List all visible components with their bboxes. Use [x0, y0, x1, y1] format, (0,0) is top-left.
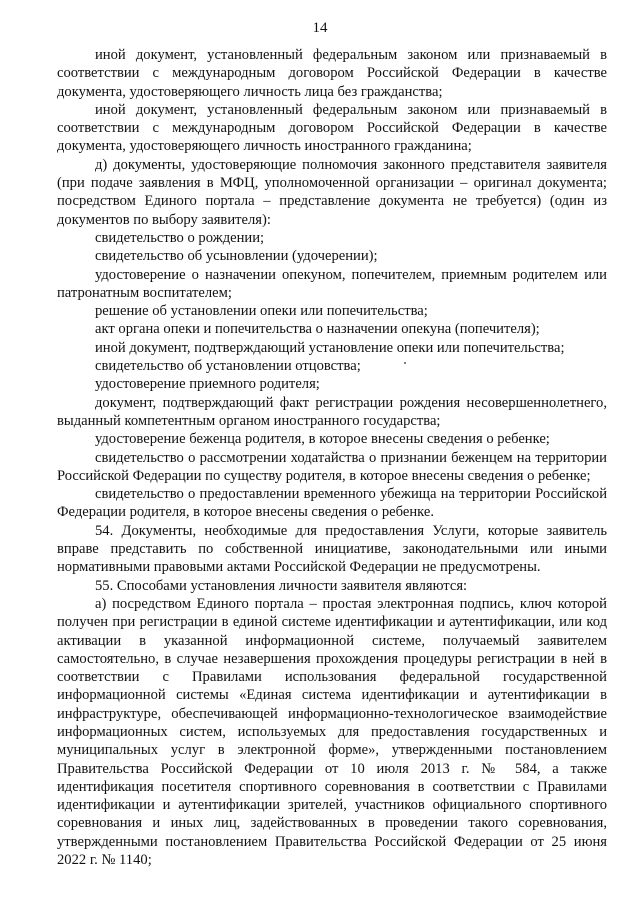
- paragraph-54: 54. Документы, необходимые для предоставления Услуги, которые заявитель вправе представить по собственной инициативе, законодательными или иными нормативными правовыми актами Российской Федерации не предусмотрены.: [57, 522, 607, 576]
- paragraph-foreign-citizen-doc: иной документ, установленный федеральным законом или признаваемый в соответствии с международным договором Российской Федерации в качестве документа, удостоверяющего личность иностранного гражданина;: [57, 101, 607, 155]
- paragraph-foreign-stateless-doc: иной документ, установленный федеральным законом или признаваемый в соответствии с международным договором Российской Федерации в качестве документа, удостоверяющего личность лица без гражданства;: [57, 47, 607, 100]
- scan-speck: [404, 362, 406, 364]
- list-item-guardianship-decision: решение об установлении опеки или попечительства;: [95, 303, 428, 320]
- document-body: [57, 46, 607, 869]
- list-item-temporary-asylum-certificate: свидетельство о предоставлении временного убежища на территории Российской Федерации родителя, в которое внесены сведения о ребенке.: [57, 486, 607, 521]
- list-item-adoption-certificate: свидетельство об усыновлении (удочерении);: [95, 248, 378, 265]
- list-item-foster-parent-certificate: удостоверение приемного родителя;: [95, 376, 320, 393]
- paragraph-55: 55. Способами установления личности заявителя являются:: [95, 577, 468, 594]
- list-item-other-guardianship-doc: иной документ, подтверждающий установление опеки или попечительства;: [95, 339, 565, 356]
- list-item-guardian-certificate: удостоверение о назначении опекуном, попечителем, приемным родителем или патронатным воспитателем;: [57, 266, 607, 301]
- page-number: 14: [312, 20, 328, 36]
- list-item-refugee-petition-certificate: свидетельство о рассмотрении ходатайства о признании беженцем на территории Российской Федерации по существу родителя, в которое внесены сведения о ребенке;: [57, 449, 607, 484]
- paragraph-55-a: а) посредством Единого портала – простая электронная подпись, ключ которой получен при регистрации в единой системе идентификации и аутентификации, или код активации в указанной информационной системе, получаемый заявителем самостоятельно, в случае незавершения прохождения процедуры регистрации в ней в соответствии с Правилами использования федеральной государственной информационной системы «Единая система идентификации и аутентификации в инфраструктуре, обеспечивающей информационно-технологическое взаимодействие информационных систем, используемых для предоставления государственных и муниципальных услуг в электронной форме», утвержденными постановлением Правительства Российской Федерации от 10 июля 2013 г. № 584, а также идентификация посетителя спортивного соревнования в соответствии с Правилами идентификации и аутентификации зрителей, участников официального спортивного соревнования и иных лиц, задействованных в проведении такого соревнования, утвержденными постановлением Правительства Российской Федерации от 25 июня 2022 г. № 1140;: [57, 595, 607, 869]
- paragraph-representative-docs: д) документы, удостоверяющие полномочия законного представителя заявителя (при подаче заявления в МФЦ, уполномоченной организации – оригинал документа; посредством Единого портала – представление документа не требуется) (один из документов по выбору заявителя):: [57, 156, 607, 228]
- list-item-paternity-certificate: свидетельство об установлении отцовства;: [95, 358, 361, 375]
- list-item-birth-certificate: свидетельство о рождении;: [95, 229, 265, 246]
- list-item-foreign-birth-registration: документ, подтверждающий факт регистрации рождения несовершеннолетнего, выданный компетентным органом иностранного государства;: [57, 394, 607, 429]
- list-item-refugee-certificate: удостоверение беженца родителя, в которое внесены сведения о ребенке;: [95, 431, 550, 448]
- list-item-guardianship-act: акт органа опеки и попечительства о назначении опекуна (попечителя);: [95, 321, 540, 338]
